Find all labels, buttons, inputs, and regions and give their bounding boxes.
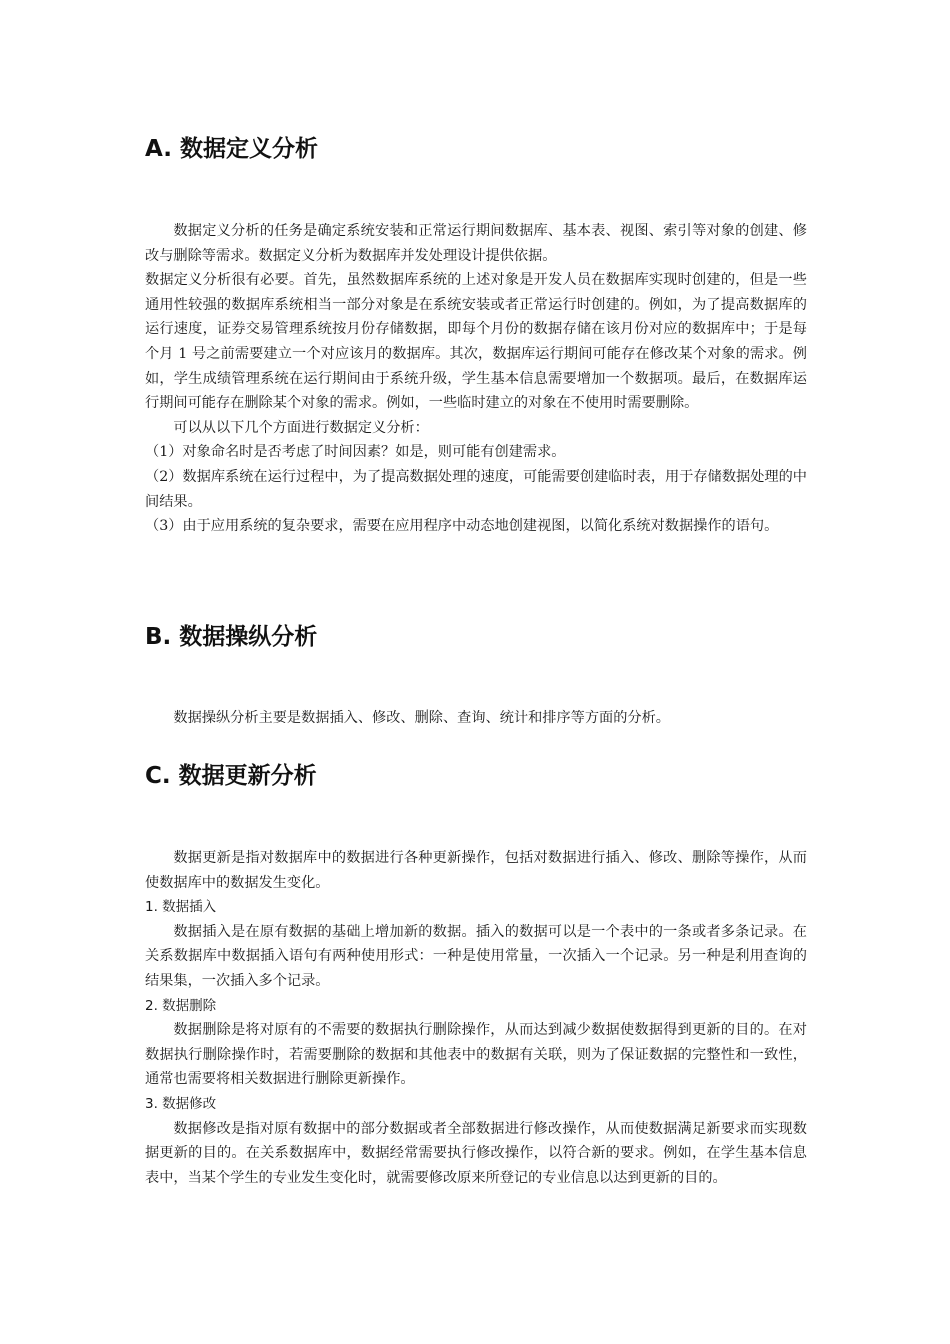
section-a-paragraph-2: 数据定义分析很有必要。首先，虽然数据库系统的上述对象是开发人员在数据库实现时创建的，但是一些通用性较强的数据库系统相当一部分对象是在系统安装或者正常运行时创建的。例如，为了提高数据库的运行速度，证券交易管理系统按月份存储数据，即每个月份的数据存储在该月份对应的数据库中；于是每个月 1 号之前需要建立一个对应该月的数据库。其次，数据库运行期间可能存在修改某个对象的需求。例如，学生成绩管理系统在运行期间由于系统升级，学生基本信息需要增加一个数据项。最后，在数据库运行期间可能存在删除某个对象的需求。例如，一些临时建立的对象在不使用时需要删除。 [145,272,807,412]
section-c-insert-text: 数据插入是在原有数据的基础上增加新的数据。插入的数据可以是一个表中的一条或者多条记录。在关系数据库中数据插入语句有两种使用形式：一种是使用常量，一次插入一个记录。另一种是利用查询的结果集，一次插入多个记录。 [145,923,807,989]
section-c-paragraph-1: 数据更新是指对数据库中的数据进行各种更新操作，包括对数据进行插入、修改、删除等操作，从而使数据库中的数据发生变化。 [145,850,807,891]
section-a-list-item-1: （1）对象命名时是否考虑了时间因素？如是，则可能有创建需求。 [145,444,566,461]
section-b-heading: B. 数据操纵分析 [145,624,318,650]
section-b-paragraph-1: 数据操纵分析主要是数据插入、修改、删除、查询、统计和排序等方面的分析。 [173,710,670,726]
section-c-subheading-modify: 3. 数据修改 [145,1095,217,1112]
section-c-subheading-insert: 1. 数据插入 [145,899,217,916]
section-a-heading: A. 数据定义分析 [145,136,318,162]
section-c-heading: C. 数据更新分析 [145,763,317,789]
section-b-body [145,706,807,731]
section-a-list-item-2: （2）数据库系统在运行过程中，为了提高数据处理的速度，可能需要创建临时表，用于存储数据处理的中间结果。 [145,468,807,510]
section-c-delete-text: 数据删除是将对原有的不需要的数据执行删除操作，从而达到减少数据使数据得到更新的目的。在对数据执行删除操作时，若需要删除的数据和其他表中的数据有关联，则为了保证数据的完整性和一致性，通常也需要将相关数据进行删除更新操作。 [145,1022,807,1088]
section-c-subheading-delete: 2. 数据删除 [145,997,217,1014]
section-c-modify-text: 数据修改是指对原有数据中的部分数据或者全部数据进行修改操作，从而使数据满足新要求而实现数据更新的目的。在关系数据库中，数据经常需要执行修改操作，以符合新的要求。例如，在学生基本信息表中，当某个学生的专业发生变化时，就需要修改原来所登记的专业信息以达到更新的目的。 [145,1120,807,1186]
document-page [145,0,807,1344]
section-a-body [145,219,807,539]
section-c-body [145,846,807,1190]
section-a-paragraph-1: 数据定义分析的任务是确定系统安装和正常运行期间数据库、基本表、视图、索引等对象的创建、修改与删除等需求。数据定义分析为数据库并发处理设计提供依据。 [145,223,807,264]
section-a-list-item-3: （3）由于应用系统的复杂要求，需要在应用程序中动态地创建视图，以简化系统对数据操作的语句。 [145,518,779,535]
section-a-paragraph-3: 可以从以下几个方面进行数据定义分析： [173,419,429,436]
